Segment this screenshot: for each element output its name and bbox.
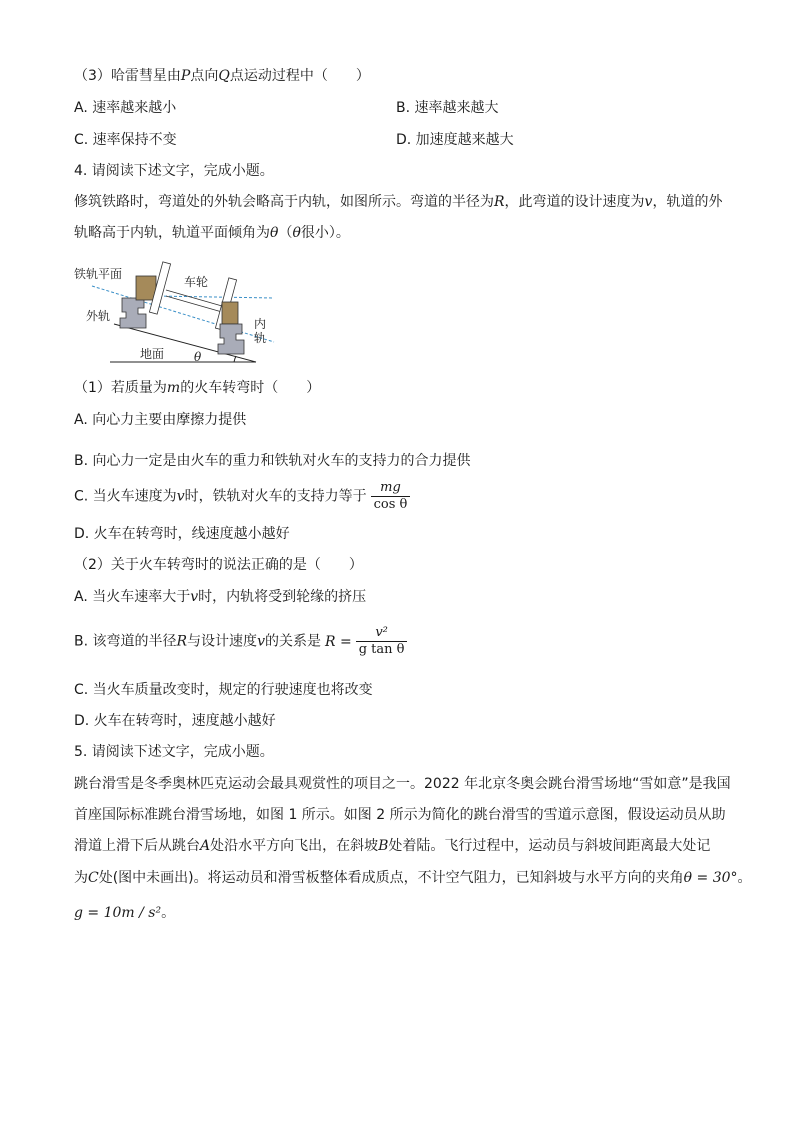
- track-plane-dashed: [92, 286, 274, 342]
- q5-line3-text-3: 处着陆。飞行过程中，运动员与斜坡间距离最大处记: [388, 838, 711, 854]
- q4-intro2-text: 轨略高于内轨，轨道平面倾角为: [74, 225, 270, 241]
- q5-line4-text-2: 处(图中未画出)。将运动员和滑雪板整体看成质点，不计空气阻力，已知斜坡与水平方向的夹角: [98, 870, 684, 886]
- q4-intro-line-2: [74, 223, 350, 243]
- q5-paragraph-line-1: 跳台滑雪是冬季奥林匹克运动会最具观赏性的项目之一。2022 年北京冬奥会跳台滑雪场地“雪如意”是我国: [74, 776, 731, 792]
- label-ground: 地面: [140, 347, 165, 361]
- q3-3-option-d: D. 加速度越来越大: [396, 132, 514, 148]
- q3-3-stem-text-3: 点运动过程中（ ）: [229, 68, 370, 84]
- q4-1-option-c: [74, 480, 410, 513]
- inner-wheel-block: [222, 302, 238, 324]
- outer-rail-shape: [120, 298, 146, 328]
- fraction-numerator-2: v²: [375, 625, 388, 640]
- q4-intro2-text-3: 很小）。: [300, 225, 350, 241]
- q3-3-option-a: A. 速率越来越小: [74, 100, 177, 116]
- q4-intro-line-1: [74, 192, 722, 212]
- var-v-3: v: [190, 589, 199, 605]
- point-p: P: [180, 68, 191, 84]
- q4-2-stem: （2）关于火车转弯时的说法正确的是（ ）: [74, 557, 363, 573]
- var-theta-2: θ: [292, 225, 301, 241]
- equation-theta-30: θ = 30°: [683, 870, 738, 886]
- point-a: A: [200, 838, 211, 854]
- inner-rail-shape: [218, 324, 244, 354]
- rail-curve-figure: [74, 258, 284, 368]
- q5-line4-text: 为: [74, 870, 88, 886]
- q3-3-stem-text: （3）哈雷彗星由: [74, 68, 181, 84]
- q4-heading: 4. 请阅读下述文字，完成小题。: [74, 163, 274, 179]
- point-q: Q: [218, 68, 230, 84]
- fraction-denominator: cos θ: [371, 496, 411, 513]
- q5-paragraph-line-5: [74, 903, 175, 923]
- q4-1-stem-text: （1）若质量为: [74, 380, 167, 396]
- q3-3-stem: [74, 66, 370, 86]
- q5-paragraph-line-2: 首座国际标准跳台滑雪场地，如图 1 所示。如图 2 所示为简化的跳台滑雪的雪道示意图，假设运动员从助: [74, 807, 726, 823]
- equation-r-equals: R =: [324, 633, 352, 650]
- var-v-4: v: [257, 633, 265, 650]
- q5-line4-text-3: 。: [737, 870, 752, 886]
- q4-1-option-b: B. 向心力一定是由火车的重力和铁轨对火车的支持力的合力提供: [74, 453, 471, 469]
- q4-1-option-d: D. 火车在转弯时，线速度越小越好: [74, 526, 290, 542]
- q4-2-option-c: C. 当火车质量改变时，规定的行驶速度也将改变: [74, 682, 373, 698]
- fraction-v2-gtan: [356, 625, 408, 658]
- q4-2-option-a-text: A. 当火车速率大于: [74, 589, 191, 605]
- q4-intro2-text-2: （: [278, 225, 293, 241]
- q3-3-option-c: C. 速率保持不变: [74, 132, 177, 148]
- q5-heading: 5. 请阅读下述文字，完成小题。: [74, 744, 274, 760]
- q4-1-option-c-text: C. 当火车速度为: [74, 488, 177, 505]
- label-theta: θ: [194, 350, 202, 364]
- q4-2-option-b-text: B. 该弯道的半径: [74, 633, 177, 650]
- q3-3-stem-text-2: 点向: [190, 68, 219, 84]
- fraction-mg-cos: [371, 480, 411, 513]
- var-m: m: [166, 380, 181, 396]
- point-b: B: [378, 838, 389, 854]
- label-inner-rail-1: 内: [254, 317, 267, 331]
- point-c: C: [88, 870, 99, 886]
- fraction-numerator: mg: [380, 480, 401, 495]
- q4-2-option-b: [74, 625, 407, 658]
- q4-2-option-b-text-3: 的关系是: [264, 633, 321, 650]
- q4-1-stem: [74, 378, 320, 398]
- var-v: v: [644, 194, 653, 210]
- q4-2-option-d: D. 火车在转弯时，速度越小越好: [74, 713, 276, 729]
- q4-1-option-c-text-2: 时，铁轨对火车的支持力等于: [184, 488, 367, 505]
- label-inner-rail-2: 轨: [254, 331, 267, 345]
- var-v-2: v: [176, 488, 185, 505]
- q4-2-option-b-text-2: 与设计速度: [187, 633, 258, 650]
- var-theta: θ: [270, 225, 279, 241]
- q4-1-option-a: A. 向心力主要由摩擦力提供: [74, 412, 247, 428]
- q4-1-stem-text-2: 的火车转弯时（ ）: [180, 380, 321, 396]
- q5-paragraph-line-3: [74, 836, 710, 856]
- label-wheel: 车轮: [184, 275, 209, 289]
- q4-2-option-a-text-2: 时，内轨将受到轮缘的挤压: [198, 589, 367, 605]
- q4-2-option-a: [74, 587, 366, 607]
- q4-intro-text-3: ，轨道的外: [652, 194, 723, 210]
- outer-wheel-block: [136, 276, 156, 300]
- label-track-plane: 铁轨平面: [74, 267, 123, 281]
- var-r-2: R: [176, 633, 188, 650]
- q5-line3-text-2: 处沿水平方向飞出，在斜坡: [210, 838, 379, 854]
- angle-arc: [234, 356, 236, 362]
- equation-g-value: g = 10m / s²: [74, 905, 162, 921]
- q5-paragraph-line-4: [74, 868, 752, 888]
- label-outer-rail: 外轨: [86, 309, 111, 323]
- fraction-denominator-2: g tan θ: [356, 641, 408, 658]
- q3-3-option-b: B. 速率越来越大: [396, 100, 499, 116]
- q5-line5-text: 。: [161, 905, 176, 921]
- q4-intro-text-2: ，此弯道的设计速度为: [504, 194, 645, 210]
- q4-intro-text: 修筑铁路时，弯道处的外轨会略高于内轨，如图所示。弯道的半径为: [74, 194, 494, 210]
- q5-line3-text: 滑道上滑下后从跳台: [74, 838, 200, 854]
- var-r: R: [494, 194, 505, 210]
